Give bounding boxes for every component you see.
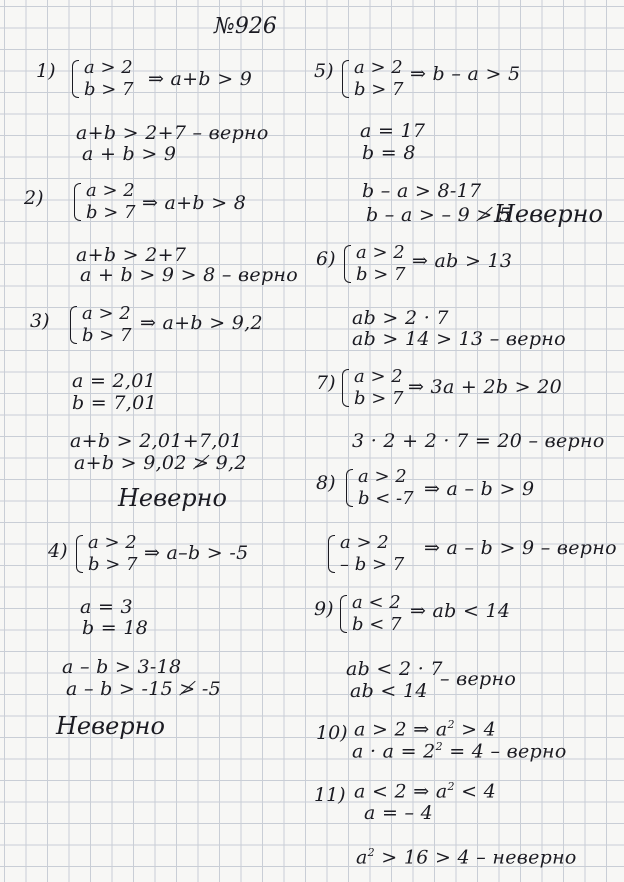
page-title: №926	[214, 14, 277, 39]
problem-3-verdict: Неверно	[118, 484, 227, 512]
problem-4-line-1: a = 3	[80, 596, 133, 618]
system-line: a > 2	[354, 366, 403, 387]
problem-4-line-3: a – b > 3-18	[62, 656, 182, 678]
problem-9-implication: ⇒ ab < 14	[410, 600, 511, 622]
problem-4-line-4: a – b > -15 ≯ -5	[66, 678, 221, 700]
problem-8-system	[346, 466, 414, 510]
problem-4-implication: ⇒ a–b > -5	[144, 542, 249, 564]
expr-part: > 16 > 4 – неверно	[374, 846, 577, 869]
problem-4-system	[76, 532, 138, 576]
problem-1-number: 1)	[36, 60, 56, 82]
problem-5-line-1: a = 17	[360, 120, 426, 142]
problem-9-line-2: ab < 14	[350, 680, 428, 702]
problem-6-system	[344, 242, 406, 286]
system-line: a > 2	[354, 57, 403, 78]
problem-2-implication: ⇒ a+b > 8	[142, 192, 247, 214]
problem-3-number: 3)	[30, 310, 50, 332]
problem-3-line-4: a+b > 9,02 ≯ 9,2	[74, 452, 247, 474]
system-line: a > 2	[86, 180, 135, 201]
problem-6-implication: ⇒ ab > 13	[412, 250, 513, 272]
problem-3-line-2: b = 7,01	[72, 392, 157, 414]
system-line: b > 7	[84, 79, 134, 100]
system-line: b > 7	[88, 554, 138, 575]
system-line: a > 2	[82, 303, 131, 324]
system-line: b < -7	[358, 488, 414, 509]
system-line: a > 2	[356, 242, 405, 263]
expr-part: < 4	[454, 780, 497, 803]
problem-2-system	[74, 180, 136, 224]
system-line: b > 7	[86, 202, 136, 223]
expr-part: a	[356, 846, 368, 869]
problem-11-line-2: a = – 4	[364, 802, 434, 824]
system-line: b > 7	[354, 79, 404, 100]
problem-11-line-1	[354, 780, 496, 802]
problem-10-line-2	[352, 740, 567, 762]
problem-1-line-1: a+b > 2+7 – верно	[76, 122, 269, 144]
expr-part: a > 2 ⇒ a	[354, 718, 448, 741]
system-line: a > 2	[340, 532, 389, 553]
problem-4-number: 4)	[48, 540, 68, 562]
problem-3-line-3: a+b > 2,01+7,01	[70, 430, 243, 452]
problem-5-verdict: Неверно	[494, 200, 603, 228]
system-line: – b > 7	[340, 554, 405, 575]
problem-7-number: 7)	[316, 372, 336, 394]
problem-8-number: 8)	[316, 472, 336, 494]
system-line: a > 2	[84, 57, 133, 78]
problem-3-implication: ⇒ a+b > 9,2	[140, 312, 263, 334]
problem-9-system	[340, 592, 402, 636]
problem-8-implication: ⇒ a – b > 9	[424, 478, 535, 500]
expr-part: a · a = 2	[352, 740, 436, 763]
problem-1-line-2: a + b > 9	[82, 143, 177, 165]
problem-3-line-1: a = 2,01	[72, 370, 157, 392]
system-line: b > 7	[82, 325, 132, 346]
problem-2-line-2: a + b > 9 > 8 – верно	[80, 264, 298, 286]
problem-3-system	[70, 303, 132, 347]
problem-10-number: 10)	[316, 722, 348, 744]
system-line: a < 2	[352, 592, 401, 613]
problem-4-line-2: b = 18	[82, 617, 149, 639]
problem-1-implication: ⇒ a+b > 9	[148, 68, 253, 90]
problem-5-number: 5)	[314, 60, 334, 82]
system-line: a > 2	[88, 532, 137, 553]
system-line: b > 7	[354, 388, 404, 409]
problem-11-line-3	[356, 846, 577, 868]
problem-8-system-2	[328, 532, 404, 576]
exponent: 2	[367, 846, 375, 859]
problem-9-note: – верно	[440, 668, 517, 690]
problem-2-line-1: a+b > 2+7	[76, 244, 187, 266]
problem-10-line-1	[354, 718, 496, 740]
system-line: b > 7	[356, 264, 406, 285]
problem-5-line-3: b – a > 8-17	[362, 180, 482, 202]
exponent: 2	[435, 740, 443, 753]
problem-9-line-1: ab < 2 · 7	[346, 658, 443, 680]
problem-7-system	[342, 366, 404, 410]
exponent: 2	[447, 780, 455, 793]
problem-5-line-4: b – a > – 9 ≯ 5	[366, 204, 512, 226]
expr-part: > 4	[454, 718, 497, 741]
system-line: b < 7	[352, 614, 402, 635]
problem-7-implication: ⇒ 3a + 2b > 20	[408, 376, 563, 398]
problem-9-number: 9)	[314, 598, 334, 620]
problem-5-system	[342, 57, 404, 101]
problem-6-number: 6)	[316, 248, 336, 270]
system-line: a > 2	[358, 466, 407, 487]
problem-11-number: 11)	[314, 784, 346, 806]
problem-5-implication: ⇒ b – a > 5	[410, 63, 521, 85]
problem-1-system	[72, 57, 134, 101]
expr-part: a < 2 ⇒ a	[354, 780, 448, 803]
problem-4-verdict: Неверно	[56, 712, 165, 740]
expr-part: = 4 – верно	[442, 740, 567, 763]
exponent: 2	[447, 718, 455, 731]
problem-7-line-1: 3 · 2 + 2 · 7 = 20 – верно	[352, 430, 605, 452]
problem-6-line-2: ab > 14 > 13 – верно	[352, 328, 566, 350]
problem-6-line-1: ab > 2 · 7	[352, 307, 449, 329]
problem-5-line-2: b = 8	[362, 142, 416, 164]
problem-2-number: 2)	[24, 187, 44, 209]
problem-8-implication-2: ⇒ a – b > 9 – верно	[424, 537, 617, 559]
